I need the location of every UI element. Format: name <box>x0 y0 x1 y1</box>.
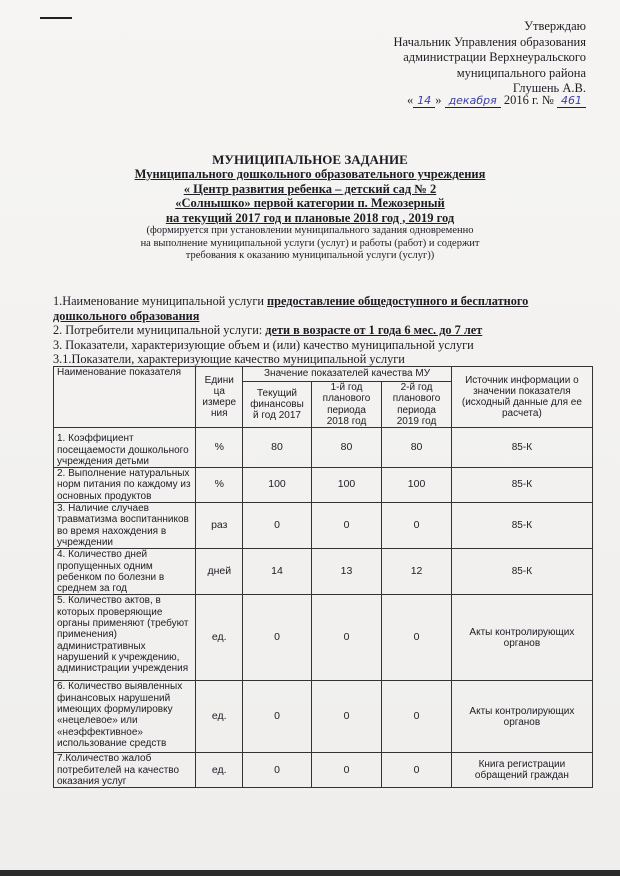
date-number: 461 <box>557 94 586 108</box>
approval-date <box>407 93 586 108</box>
table-row <box>54 468 593 503</box>
row-source: Акты контролирующих органов <box>451 681 592 753</box>
section-2 <box>53 323 573 338</box>
row-value-2019: 80 <box>382 428 452 468</box>
section-2-label: 2. Потребители муниципальной услуги: <box>53 323 266 337</box>
row-value-2018: 0 <box>311 681 382 753</box>
table-row <box>54 549 593 595</box>
row-value-2018: 100 <box>311 468 382 503</box>
approval-line: муниципального района <box>456 65 586 80</box>
row-unit: % <box>196 468 243 503</box>
row-name: 4. Количество дней пропущенных одним ребенком по болезни в среднем за год <box>54 549 196 595</box>
date-quote-open: « <box>406 93 414 107</box>
row-value-2019: 0 <box>382 753 452 788</box>
row-source: 85-К <box>451 549 592 595</box>
row-value-2017: 0 <box>243 503 311 549</box>
date-year: 2016 г. № <box>503 93 554 107</box>
section-3-1: 3.1.Показатели, характеризующие качество муниципальной услуги <box>53 352 405 366</box>
header-current-year: Текущий финансовы й год 2017 <box>243 382 311 428</box>
row-unit: ед. <box>196 681 243 753</box>
table-row <box>54 503 593 549</box>
row-value-2017: 0 <box>243 753 311 788</box>
row-name: 7.Количество жалоб потребителей на качество оказания услуг <box>54 753 196 788</box>
quality-table <box>53 366 593 788</box>
row-name: 2. Выполнение натуральных норм питания по каждому из основных продуктов <box>54 468 196 503</box>
table-row <box>54 428 593 468</box>
approval-signer: Глушень А.В. <box>512 81 586 95</box>
row-value-2019: 0 <box>382 503 452 549</box>
row-name: 1. Коэффициент посещаемости дошкольного учреждения детьми <box>54 428 196 468</box>
row-value-2018: 0 <box>311 595 382 681</box>
row-name: 6. Количество выявленных финансовых нарушений имеющих формулировку «нецелевое» или «неэффективное» использование средств <box>54 681 196 753</box>
table-row <box>54 595 593 681</box>
approval-line: администрации Верхнеуральского <box>403 50 586 64</box>
row-value-2019: 100 <box>382 468 452 503</box>
row-value-2019: 12 <box>382 549 452 595</box>
row-value-2017: 14 <box>243 549 311 595</box>
section-2-value: дети в возрасте от 1 года 6 мес. до 7 лет <box>265 323 483 337</box>
header-source: Источник информации о значении показателя (исходный данные для ее расчета) <box>451 367 592 428</box>
row-value-2017: 100 <box>243 468 311 503</box>
header-plan-year-2: 2-й год планового периода 2019 год <box>382 382 452 428</box>
row-value-2018: 13 <box>311 549 382 595</box>
header-name: Наименование показателя <box>54 367 196 428</box>
section-1-value: предоставление общедоступного и бесплатного дошкольного образования <box>53 294 529 323</box>
title-note: на выполнение муниципальной услуги (услуг) и работы (работ) и содержит <box>140 237 480 249</box>
date-month: декабря <box>445 94 501 108</box>
title-line: « Центр развития ребенка – детский сад № 2 <box>183 181 437 196</box>
row-value-2019: 0 <box>382 681 452 753</box>
header-unit: Едини ца измере ния <box>196 367 243 428</box>
section-3: 3. Показатели, характеризующие объем и (или) качество муниципальной услуги <box>53 337 474 352</box>
table-row <box>54 753 593 788</box>
row-source: 85-К <box>451 468 592 503</box>
approval-line: Начальник Управления образования <box>393 34 586 49</box>
row-unit: ед. <box>196 753 243 788</box>
approval-line: Утверждаю <box>524 19 586 33</box>
row-value-2019: 0 <box>382 595 452 681</box>
approval-block <box>394 19 587 97</box>
title-line: на текущий 2017 год и плановые 2018 год , 2019 год <box>165 210 455 225</box>
row-source: 85-К <box>451 428 592 468</box>
title-line: Муниципального дошкольного образовательного учреждения <box>134 167 486 181</box>
title-line: «Солнышко» первой категории п. Межозерный <box>175 196 445 210</box>
title-main: МУНИЦИПАЛЬНОЕ ЗАДАНИЕ <box>212 152 408 167</box>
table-row <box>54 681 593 753</box>
row-source: 85-К <box>451 503 592 549</box>
date-quote-close: » <box>435 93 442 107</box>
scan-mark <box>40 17 72 19</box>
row-value-2018: 0 <box>311 503 382 549</box>
row-source: Акты контролирующих органов <box>451 595 592 681</box>
section-1 <box>53 294 573 323</box>
section-1-label: 1.Наименование муниципальной услуги <box>53 294 268 308</box>
row-name: 5. Количество актов, в которых проверяющие органы применяют (требуют применения) административных нарушений к учреждению, администрации учреждения <box>54 595 196 681</box>
date-day: 14 <box>413 94 435 108</box>
row-unit: ед. <box>196 595 243 681</box>
title-note: (формируется при установлении муниципального задания одновременно <box>146 225 474 236</box>
row-value-2018: 0 <box>311 753 382 788</box>
row-value-2017: 0 <box>243 681 311 753</box>
row-unit: % <box>196 428 243 468</box>
row-value-2017: 0 <box>243 595 311 681</box>
row-name: 3. Наличие случаев травматизма воспитанников во время нахождения в учреждении <box>54 503 196 549</box>
title-note: требования к оказанию муниципальной услуги (услуг)) <box>185 250 435 261</box>
scan-edge <box>0 870 620 876</box>
sections <box>53 294 573 367</box>
header-plan-year-1: 1-й год планового периода 2018 год <box>311 382 382 428</box>
row-unit: раз <box>196 503 243 549</box>
header-values: Значение показателей качества МУ <box>243 367 452 382</box>
row-value-2017: 80 <box>243 428 311 468</box>
document-title <box>70 152 550 263</box>
row-value-2018: 80 <box>311 428 382 468</box>
row-unit: дней <box>196 549 243 595</box>
row-source: Книга регистрации обращений граждан <box>451 753 592 788</box>
